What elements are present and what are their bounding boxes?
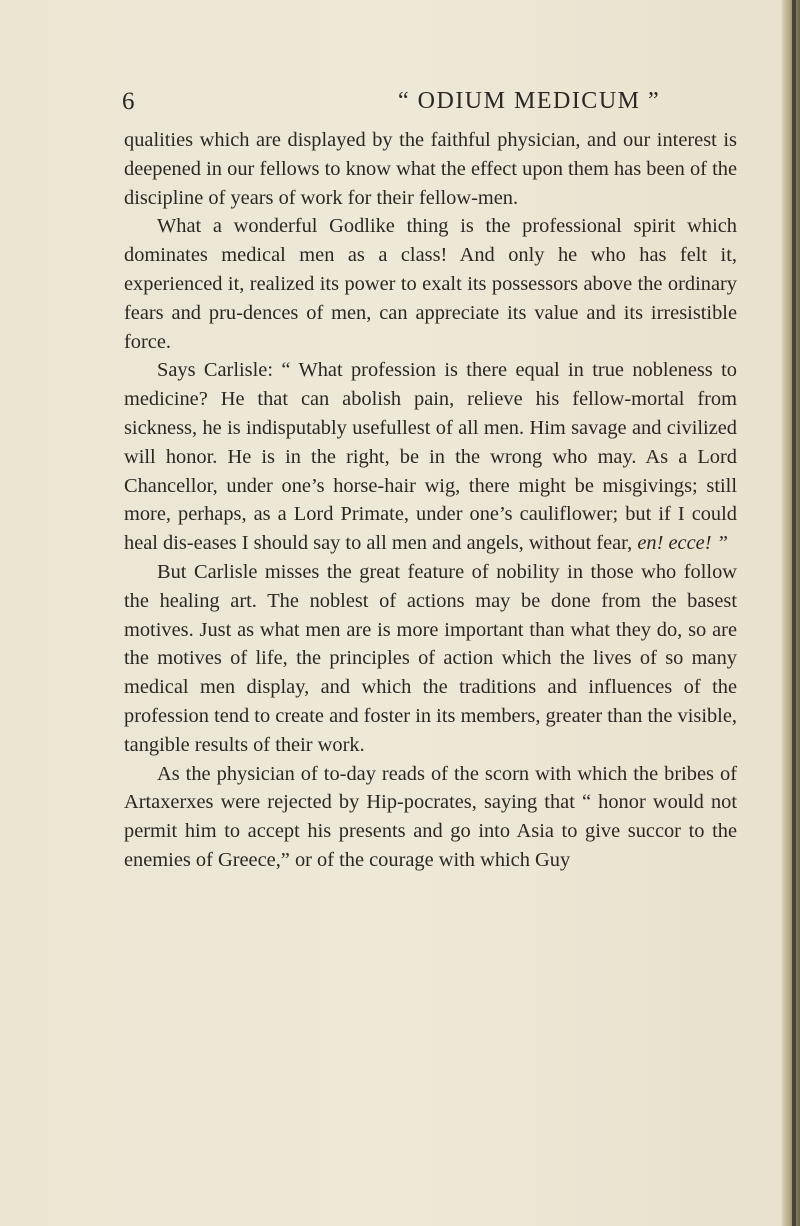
paragraph-3-text: Says Carlisle: “ What profession is there equal in true nobleness to medicine? He that can abolish pain, relieve his fellow-mortal from sickness, he is indisputably usefullest of all men. Him savage and civilized will honor. He is in the right, be in the wrong who may. As a Lord Chancellor, under one’s horse-hair wig, there might be misgivings; still more, perhaps, as a Lord Primate, under one’s cauliflower; but if I could heal dis-eases I should say to all men and angels, without fear, <box>124 359 737 555</box>
running-head <box>118 88 740 122</box>
page-number: 6 <box>122 88 136 115</box>
page-edge <box>782 0 800 1226</box>
paragraph-1: qualities which are displayed by the faithful physician, and our interest is deepened in our fellows to know what the effect upon them has been of the discipline of years of work for their fellow-men. <box>124 129 737 209</box>
paragraph-3 <box>124 356 737 558</box>
body-text <box>124 126 737 875</box>
running-title: “ ODIUM MEDICUM ” <box>398 88 661 114</box>
paragraph-3-italic: en! ecce! ” <box>637 532 728 555</box>
paragraph-2: What a wonderful Godlike thing is the professional spirit which dominates medical men as a class! And only he who has felt it, experienced it, realized its power to exalt its possessors above the ordinary fears and pru-dences of men, can appreciate its value and its irresistible force. <box>124 215 737 353</box>
paragraph-4: But Carlisle misses the great feature of nobility in those who follow the healing art. The noblest of actions may be done from the basest motives. Just as what men are is more important than what they do, so are the motives of life, the principles of action which the lives of so many medical men display, and which the traditions and influences of the profession tend to create and foster in its members, greater than the visible, tangible results of their work. <box>124 560 737 756</box>
binding-shadow <box>792 0 796 1226</box>
paragraph-5: As the physician of to-day reads of the scorn with which the bribes of Artaxerxes were rejected by Hip-pocrates, saying that “ honor would not permit him to accept his presents and go into Asia to give succor to the enemies of Greece,” or of the courage with which Guy <box>124 762 737 871</box>
